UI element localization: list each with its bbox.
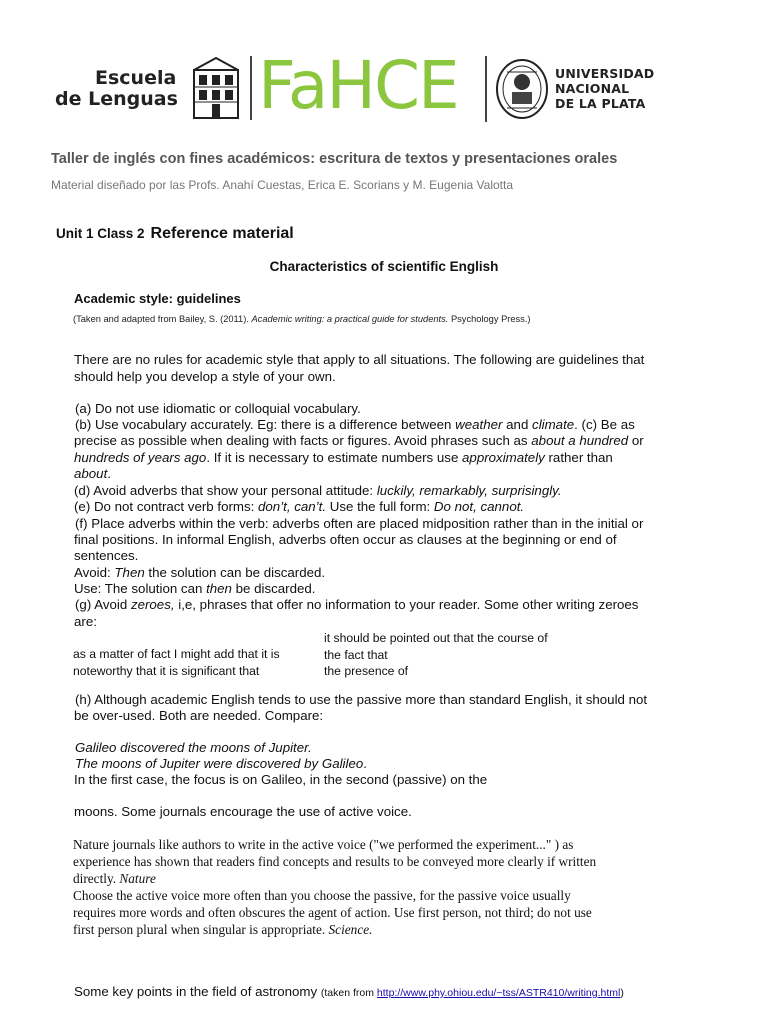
word-then: Then (114, 565, 145, 580)
zero-phrase: the fact that (324, 647, 388, 662)
science-quote-line: requires more words and often obscures the agent of action. Use first person, not third; do not use (73, 905, 592, 920)
guideline-e-contractions: don’t, can’t. (258, 499, 327, 514)
escuela-line2: de Lenguas (55, 88, 178, 110)
zero-phrase: the presence of (324, 664, 409, 678)
source-pre: (Taken and adapted from Bailey, S. (2011). (73, 314, 252, 324)
guideline-c-text2: . If it is necessary to estimate numbers use (206, 450, 463, 465)
nature-quote-line: experience has shown that readers find concepts and results to be conveyed more clearly if written (73, 854, 597, 869)
guideline-g-text: (g) Avoid (75, 597, 131, 612)
unit-title: Reference material (150, 225, 294, 242)
guideline-f-line: final positions. In informal English, adverbs often occur as clauses at the beginning or end of (74, 532, 617, 547)
guideline-e-text2: Use the full form: (326, 499, 434, 514)
guideline-e-text: (e) Do not contract verb forms: (74, 499, 259, 514)
guideline-g (75, 597, 638, 614)
guideline-c-dot: . (107, 466, 111, 481)
academic-heading: Academic style: guidelines (74, 291, 241, 306)
guideline-h-line: be over-used. Both are needed. Compare: (74, 708, 324, 723)
header-divider (485, 56, 487, 122)
escuela-line1: Escuela (95, 67, 177, 89)
avoid-text: the solution can be discarded. (144, 565, 326, 580)
phrase-about-a-hundred: about a hundred (531, 433, 629, 448)
guideline-c-text: precise as possible when dealing with facts or figures. Avoid phrases such as (74, 433, 532, 448)
intro-line: should help you develop a style of your own. (74, 369, 336, 384)
example-active (75, 740, 312, 757)
authors: Material diseñado por las Profs. Anahí Cuestas, Erica E. Scorians y M. Eugenia Valotta (51, 178, 514, 192)
science-quote-text: first person plural when singular is appropriate. (73, 922, 329, 937)
source-post: Psychology Press.) (448, 314, 531, 324)
unit-heading (56, 225, 294, 243)
building-icon (188, 56, 244, 120)
guideline-h-line: (h) Although academic English tends to use the passive more than standard English, it should not (75, 692, 648, 707)
guideline-d-text: (d) Avoid adverbs that show your personal attitude: (74, 483, 377, 498)
example-avoid (74, 565, 325, 582)
guideline-b (75, 417, 635, 434)
word-weather: weather (455, 417, 503, 432)
guideline-a: (a) Do not use idiomatic or colloquial vocabulary. (75, 401, 361, 416)
guideline-g-line: are: (74, 614, 97, 629)
guideline-c-line3 (74, 450, 613, 467)
science-source: Science. (328, 922, 373, 937)
unit-label: Unit 1 Class 2 (56, 226, 145, 241)
passive-sentence: The moons of Jupiter were discovered by Galileo (75, 756, 364, 771)
example-use (74, 581, 315, 598)
word-then: then (206, 581, 232, 596)
passive-explanation: In the first case, the focus is on Galileo, in the second (passive) on the (74, 772, 488, 787)
word-about: about (74, 466, 108, 481)
nature-quote-line: Nature journals like authors to write in the active voice ("we performed the experiment..." ) as (73, 837, 574, 852)
zero-phrase: as a matter of fact I might add that it is (73, 647, 280, 661)
unlp-line3: DE LA PLATA (555, 96, 646, 111)
source-citation (73, 314, 531, 324)
guideline-f-line: (f) Place adverbs within the verb: adverbs often are placed midposition rather than in the initial or (75, 516, 644, 531)
astronomy-key-points (74, 984, 624, 999)
zeroes-left-column (73, 646, 280, 679)
passive-explanation: moons. Some journals encourage the use of active voice. (74, 804, 412, 819)
word-zeroes: zeroes, (130, 597, 175, 612)
zero-phrase: it should be pointed out that the course of (324, 631, 548, 645)
guideline-c-start: . (c) Be as (574, 417, 635, 432)
guideline-f-line: sentences. (74, 548, 139, 563)
unlp-logo-text (555, 66, 654, 111)
zeroes-right-column (324, 630, 548, 680)
unlp-line1: UNIVERSIDAD (555, 66, 655, 81)
science-quote-line (73, 921, 372, 938)
unlp-line2: NACIONAL (555, 81, 630, 96)
guideline-e-full-forms: Do not, cannot. (433, 499, 525, 514)
intro-line: There are no rules for academic style that apply to all situations. The following are guidelines that (74, 352, 645, 367)
guideline-c-line4 (74, 466, 111, 483)
fahce-logo: FaHCE (258, 47, 458, 124)
guideline-d-examples: luckily, remarkably, surprisingly. (376, 483, 562, 498)
example-passive (75, 756, 367, 773)
science-quote-line: Choose the active voice more often than you choose the passive, for the passive voice usually (73, 888, 571, 903)
taken-from-label: (taken from (320, 987, 377, 999)
section-title: Characteristics of scientific English (269, 259, 499, 274)
source-book-title: Academic writing: a practical guide for students. (251, 314, 449, 324)
guideline-d (74, 483, 562, 500)
active-sentence: Galileo discovered the moons of Jupiter. (75, 740, 312, 755)
guideline-c-line2 (74, 433, 644, 450)
guideline-b-and: and (502, 417, 533, 432)
word-approximately: approximately (462, 450, 545, 465)
closing-paren: ) (620, 987, 624, 999)
university-seal-icon (495, 58, 549, 120)
phrase-hundreds-of-years: hundreds of years ago (74, 450, 207, 465)
passive-dot: . (363, 756, 367, 771)
zero-phrase: noteworthy that it is significant that (73, 663, 260, 678)
nature-quote-line (73, 870, 156, 887)
nature-quote-text: directly. (73, 871, 120, 886)
avoid-label: Avoid: (74, 565, 115, 580)
word-climate: climate (532, 417, 575, 432)
use-label: Use: The solution can (74, 581, 207, 596)
guideline-c-or: or (628, 433, 644, 448)
escuela-de-lenguas-logo (55, 67, 178, 110)
astronomy-writing-link[interactable]: http://www.phy.ohiou.edu/~tss/ASTR410/writing.html (376, 987, 621, 999)
guideline-e (74, 499, 524, 516)
use-text: be discarded. (231, 581, 316, 596)
header-divider (250, 56, 252, 120)
guideline-g-text2: i,e, phrases that offer no information to your reader. Some other writing zeroes (174, 597, 639, 612)
nature-source: Nature (119, 871, 156, 886)
guideline-c-rather: rather than (544, 450, 613, 465)
course-title: Taller de inglés con fines académicos: escritura de textos y presentaciones orales (51, 151, 618, 167)
key-points-text: Some key points in the field of astronomy (74, 984, 321, 999)
guideline-b-text: (b) Use vocabulary accurately. Eg: there is a difference between (75, 417, 456, 432)
